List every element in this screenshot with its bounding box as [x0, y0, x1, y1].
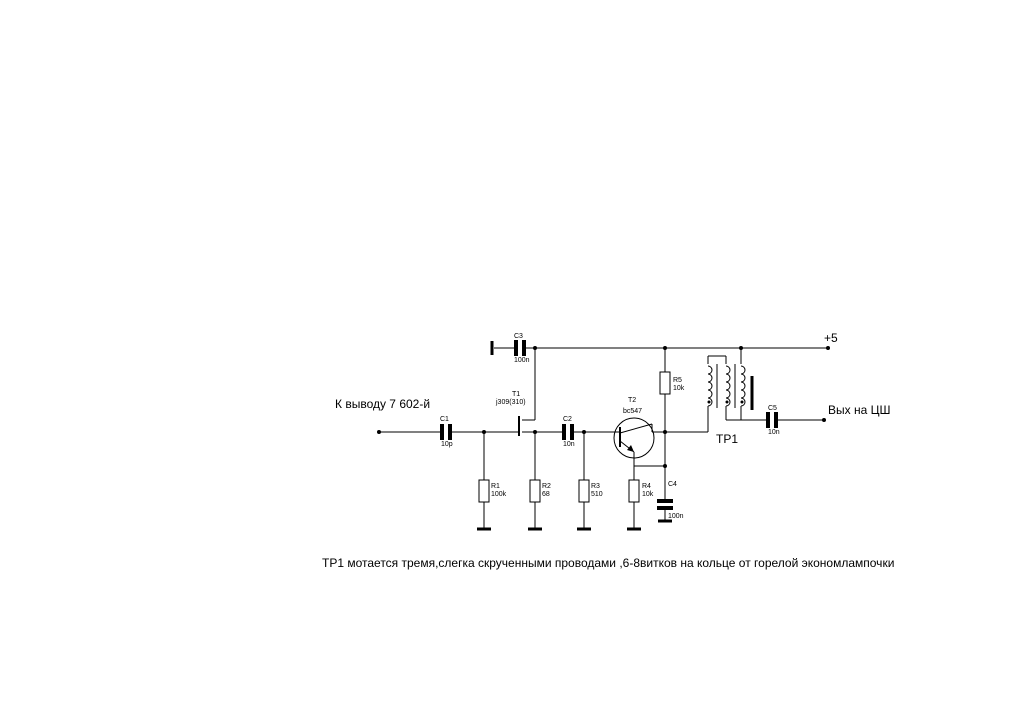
c3-value: 100n — [514, 357, 530, 364]
c5-ref: C5 — [768, 405, 777, 412]
c4-value: 100n — [668, 513, 684, 520]
c4-ref: C4 — [668, 481, 677, 488]
resistor-r3 — [579, 480, 589, 502]
transistor-t1 — [514, 416, 519, 436]
t1-value: j309(310) — [496, 399, 526, 406]
capacitor-c4 — [657, 501, 673, 508]
c5-value: 10n — [768, 429, 780, 436]
transistor-t2 — [614, 418, 654, 458]
transformer-label: TP1 — [716, 432, 739, 446]
r3-value: 510 — [591, 491, 603, 498]
c2-ref: C2 — [563, 416, 572, 423]
r1-value: 100k — [491, 491, 507, 498]
c1-value: 10p — [441, 441, 453, 448]
winding-note: ТР1 мотается тремя,слегка скрученными проводами ,6-8витков на кольце от горелой экономлампочки — [322, 556, 895, 570]
output-terminal — [822, 418, 826, 422]
r5-ref: R5 — [673, 377, 682, 384]
wires — [379, 348, 828, 528]
vplus-label: +5 — [824, 331, 838, 345]
r3-ref: R3 — [591, 483, 600, 490]
r1-ref: R1 — [491, 483, 500, 490]
resistor-r4 — [629, 480, 639, 502]
resistor-r5 — [660, 372, 670, 394]
transformer-tp1 — [708, 364, 753, 410]
capacitor-c1 — [442, 424, 450, 440]
r5-value: 10k — [673, 385, 685, 392]
resistor-r2 — [530, 480, 540, 502]
input-terminal — [377, 430, 381, 434]
junctions — [377, 346, 830, 468]
c3-ref: C3 — [514, 333, 523, 340]
c1-ref: C1 — [440, 416, 449, 423]
resistor-r1 — [479, 480, 489, 502]
t2-ref: T2 — [628, 397, 637, 404]
component-labels — [440, 333, 780, 520]
r4-value: 10k — [642, 491, 654, 498]
t1-ref: T1 — [512, 391, 521, 398]
output-label: Вых на ЦШ — [828, 403, 891, 417]
r4-ref: R4 — [642, 483, 651, 490]
t2-value: bc547 — [623, 408, 643, 415]
r2-value: 68 — [542, 491, 550, 498]
c2-value: 10n — [563, 441, 575, 448]
ground-symbols — [477, 341, 672, 529]
r2-ref: R2 — [542, 483, 551, 490]
capacitor-c3 — [516, 340, 524, 356]
capacitor-c5 — [768, 412, 776, 428]
vplus-terminal — [826, 346, 830, 350]
capacitor-c2 — [564, 424, 572, 440]
input-label: К выводу 7 602-й — [335, 397, 431, 411]
